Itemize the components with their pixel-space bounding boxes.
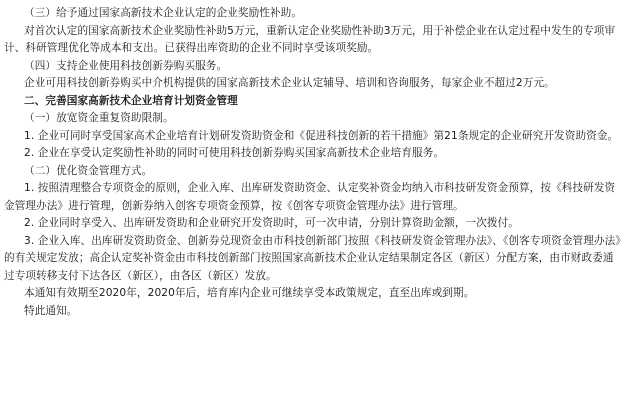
section-heading-3: （三）给予通过国家高新技术企业认定的企业奖励性补助。 — [24, 7, 303, 19]
chapter-heading: 二、完善国家高新技术企业培育计划资金管理 — [24, 94, 238, 107]
section-heading-2: （二）优化资金管理方式。 — [24, 164, 153, 177]
paragraph: 企业可用科技创新券购买中介机构提供的国家高新技术企业认定辅导、培训和咨询服务，每家企业不超过2万元。 — [24, 77, 555, 89]
closing-text: 特此通知。 — [24, 304, 78, 317]
list-item: 1. 按照清理整合专项资金的原则，企业入库、出库研发资助资金、认定奖补资金均纳入市科技研发资金预算，按《科技研发资金管理办法》进行管理，创新券纳入创客专项资金预算，按《创客专项资金管理办法》进行管理。 — [4, 182, 616, 212]
list-item: 3. 企业入库、出库研发资助资金、创新券兑现资金由市科技创新部门按照《科技研发资金管理办法》、《创客专项资金管理办法》的有关规定发放；高企认定奖补资金由市科技创新部门按照国家高新技术企业认定结果制定各区（新区）分配方案，由市财政委通过专项转移支付下达各区（新区），由各区（新区）发放。 — [4, 234, 621, 282]
list-item: 2. 企业在享受认定奖励性补助的同时可使用科技创新券购买国家高新技术企业培育服务。 — [24, 147, 445, 159]
validity-paragraph: 本通知有效期至2020年，2020年后，培育库内企业可继续享受本政策规定，直至出库或到期。 — [24, 287, 475, 299]
list-item: 2. 企业同时享受入、出库研发资助和企业研究开发资助时，可一次申请，分别计算资助金额，一次拨付。 — [24, 217, 519, 229]
section-heading-4: （四）支持企业使用科技创新券购买服务。 — [24, 59, 228, 72]
paragraph: 对首次认定的国家高新技术企业奖励性补助5万元，重新认定企业奖励性补助3万元，用于补偿企业在认定过程中发生的专项审计、科研管理优化等成本和支出。已获得出库资助的企业不同时享受该项奖励。 — [4, 24, 616, 54]
list-item: 1. 企业可同时享受国家高术企业培育计划研发资助资金和《促进科技创新的若干措施》第21条规定的企业研究开发资助资金。 — [24, 129, 619, 142]
section-heading-1: （一）放宽资金重复资助限制。 — [24, 112, 174, 124]
